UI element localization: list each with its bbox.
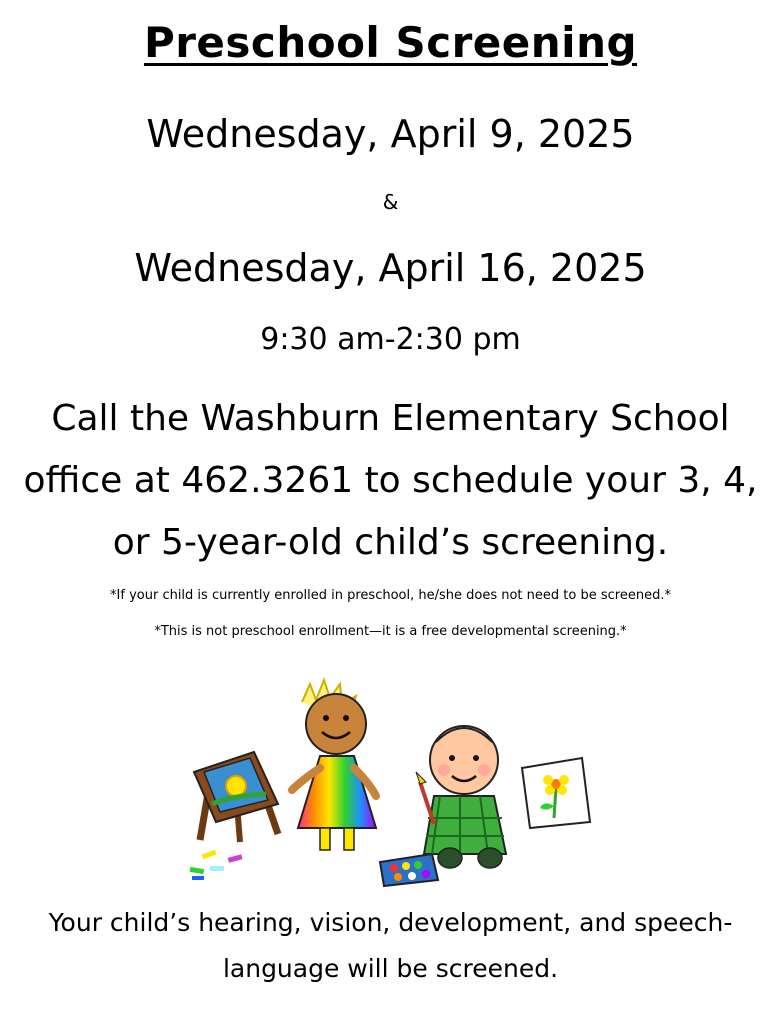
screening-description <box>0 900 781 992</box>
call-line-3: or 5-year-old child’s screening. <box>112 522 669 563</box>
description-line-1: Your child’s hearing, vision, development, and speech- <box>48 908 733 937</box>
call-line-2: office at 462.3261 to schedule your 3, 4, <box>23 460 758 501</box>
boy-figure <box>416 726 506 868</box>
call-line-1: Call the Washburn Elementary School <box>51 398 730 439</box>
ampersand: & <box>382 190 399 214</box>
enrolled-note: *If your child is currently enrolled in preschool, he/she does not need to be screened.* <box>110 588 671 603</box>
easel-painting <box>194 752 278 842</box>
flower-drawing <box>522 758 590 828</box>
crayons <box>190 850 243 880</box>
description-line-2: language will be screened. <box>222 954 559 983</box>
paint-tray <box>380 854 438 886</box>
enrollment-note: *This is not preschool enrollment—it is a free developmental screening.* <box>154 624 627 639</box>
screening-time: 9:30 am-2:30 pm <box>260 322 521 357</box>
children-art-illustration <box>170 672 610 894</box>
girl-figure <box>292 680 376 850</box>
screening-date-2: Wednesday, April 16, 2025 <box>134 246 647 290</box>
flyer-title: Preschool Screening <box>143 18 638 67</box>
screening-date-1: Wednesday, April 9, 2025 <box>146 112 635 156</box>
call-instructions <box>0 388 781 574</box>
